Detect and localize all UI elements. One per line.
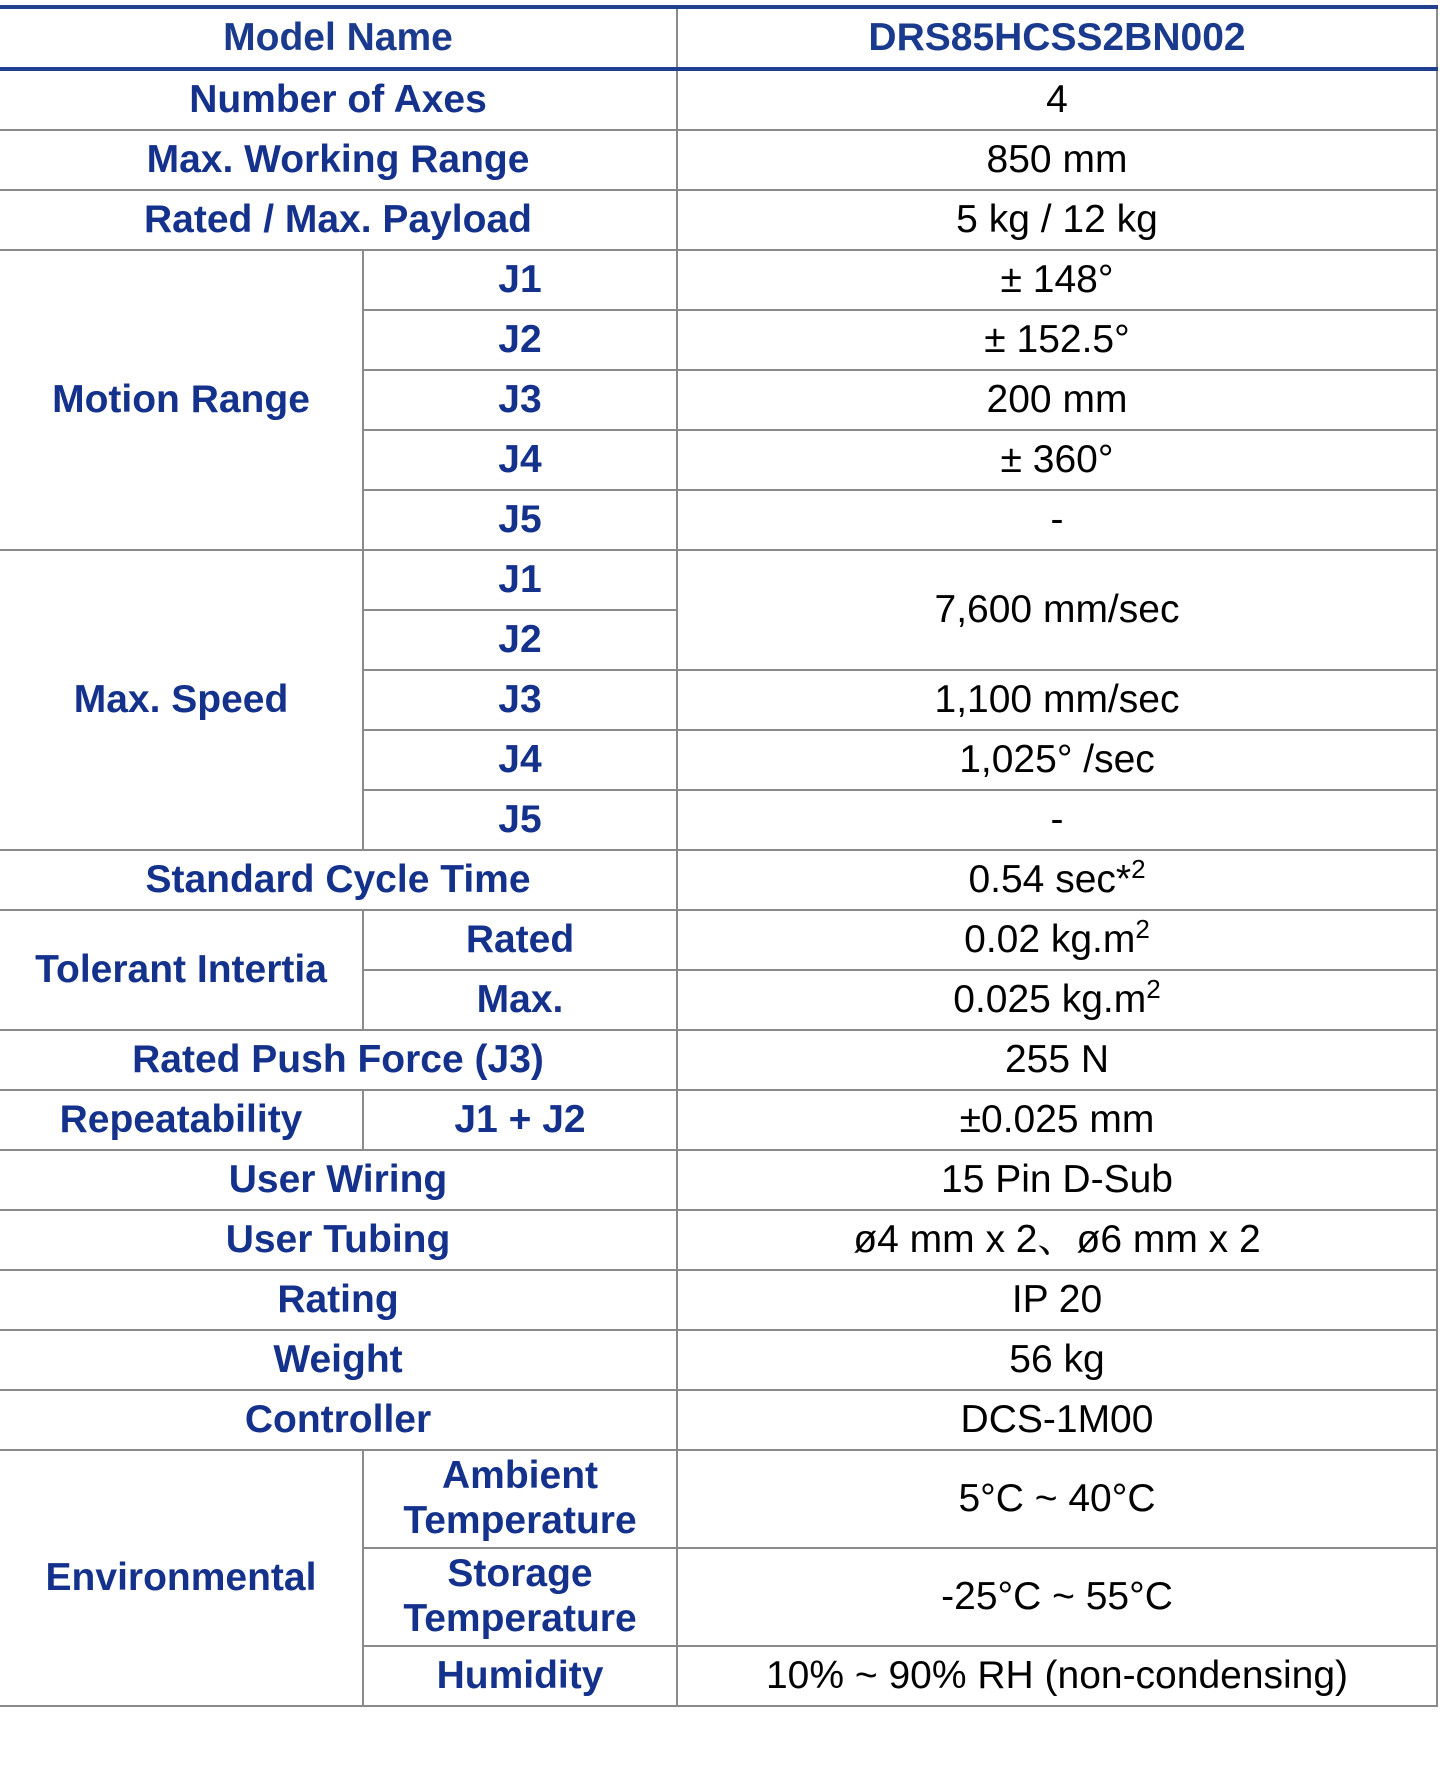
repeatability-value: ±0.025 mm	[677, 1090, 1437, 1150]
push-force-label: Rated Push Force (J3)	[0, 1030, 677, 1090]
motion-j1-value: ± 148°	[677, 250, 1437, 310]
speed-j1-j2-value: 7,600 mm/sec	[677, 550, 1437, 670]
model-name-label: Model Name	[0, 7, 677, 69]
table-row	[0, 69, 1437, 130]
table-row	[0, 1330, 1437, 1390]
cycle-time-value: 0.54 sec*	[968, 857, 1132, 901]
ambient-temp-value: 5°C ~ 40°C	[677, 1450, 1437, 1548]
motion-j4-value: ± 360°	[677, 430, 1437, 490]
speed-j4-value: 1,025° /sec	[677, 730, 1437, 790]
motion-j5-value: -	[677, 490, 1437, 550]
cycle-time-footnote: 2	[1131, 853, 1146, 884]
inertia-rated-label: Rated	[363, 910, 677, 970]
speed-j1-label: J1	[363, 550, 677, 610]
table-row	[0, 1030, 1437, 1090]
motion-j5-label: J5	[363, 490, 677, 550]
speed-j3-label: J3	[363, 670, 677, 730]
inertia-max-value: 0.025 kg.m	[953, 977, 1147, 1021]
ambient-temp-label-line1: Ambient	[442, 1454, 598, 1498]
motion-range-label: Motion Range	[0, 250, 363, 550]
cycle-time-cell	[677, 850, 1437, 910]
motion-j2-label: J2	[363, 310, 677, 370]
table-row	[0, 910, 1437, 970]
table-row	[0, 1390, 1437, 1450]
table-row	[0, 190, 1437, 250]
table-row	[0, 130, 1437, 190]
max-speed-label: Max. Speed	[0, 550, 363, 850]
weight-value: 56 kg	[677, 1330, 1437, 1390]
user-tubing-value: ø4 mm x 2、ø6 mm x 2	[677, 1210, 1437, 1270]
storage-temp-label	[363, 1548, 677, 1646]
speed-j2-label: J2	[363, 610, 677, 670]
inertia-rated-exponent: 2	[1135, 913, 1150, 944]
weight-label: Weight	[0, 1330, 677, 1390]
motion-j2-value: ± 152.5°	[677, 310, 1437, 370]
model-name-value: DRS85HCSS2BN002	[677, 7, 1437, 69]
inertia-max-label: Max.	[363, 970, 677, 1030]
working-range-value: 850 mm	[677, 130, 1437, 190]
storage-temp-label-line2: Temperature	[403, 1597, 637, 1640]
humidity-value: 10% ~ 90% RH (non-condensing)	[677, 1646, 1437, 1706]
inertia-rated-cell	[677, 910, 1437, 970]
rating-label: Rating	[0, 1270, 677, 1330]
axes-label: Number of Axes	[0, 69, 677, 130]
storage-temp-value: -25°C ~ 55°C	[677, 1548, 1437, 1646]
table-row	[0, 1270, 1437, 1330]
table-row	[0, 1150, 1437, 1210]
cycle-time-label: Standard Cycle Time	[0, 850, 677, 910]
repeatability-axes-label: J1 + J2	[363, 1090, 677, 1150]
speed-j5-value: -	[677, 790, 1437, 850]
motion-j1-label: J1	[363, 250, 677, 310]
payload-value: 5 kg / 12 kg	[677, 190, 1437, 250]
ambient-temp-label	[363, 1450, 677, 1548]
inertia-rated-value: 0.02 kg.m	[964, 917, 1136, 961]
environmental-label: Environmental	[0, 1450, 363, 1706]
axes-value: 4	[677, 69, 1437, 130]
user-tubing-label: User Tubing	[0, 1210, 677, 1270]
table-row	[0, 1450, 1437, 1548]
push-force-value: 255 N	[677, 1030, 1437, 1090]
table-row	[0, 850, 1437, 910]
motion-j3-label: J3	[363, 370, 677, 430]
speed-j5-label: J5	[363, 790, 677, 850]
motion-j3-value: 200 mm	[677, 370, 1437, 430]
user-wiring-value: 15 Pin D-Sub	[677, 1150, 1437, 1210]
working-range-label: Max. Working Range	[0, 130, 677, 190]
ambient-temp-label-line2: Temperature	[403, 1499, 637, 1542]
repeatability-label: Repeatability	[0, 1090, 363, 1150]
payload-label: Rated / Max. Payload	[0, 190, 677, 250]
table-row	[0, 550, 1437, 610]
table-row	[0, 250, 1437, 310]
humidity-label: Humidity	[363, 1646, 677, 1706]
table-header-row	[0, 7, 1437, 69]
storage-temp-label-line1: Storage	[447, 1552, 593, 1596]
table-row	[0, 1210, 1437, 1270]
rating-value: IP 20	[677, 1270, 1437, 1330]
controller-label: Controller	[0, 1390, 677, 1450]
inertia-max-exponent: 2	[1146, 973, 1161, 1004]
speed-j4-label: J4	[363, 730, 677, 790]
speed-j3-value: 1,100 mm/sec	[677, 670, 1437, 730]
inertia-label: Tolerant Intertia	[0, 910, 363, 1030]
user-wiring-label: User Wiring	[0, 1150, 677, 1210]
table-row	[0, 1090, 1437, 1150]
controller-value: DCS-1M00	[677, 1390, 1437, 1450]
spec-table	[0, 5, 1438, 1707]
inertia-max-cell	[677, 970, 1437, 1030]
motion-j4-label: J4	[363, 430, 677, 490]
